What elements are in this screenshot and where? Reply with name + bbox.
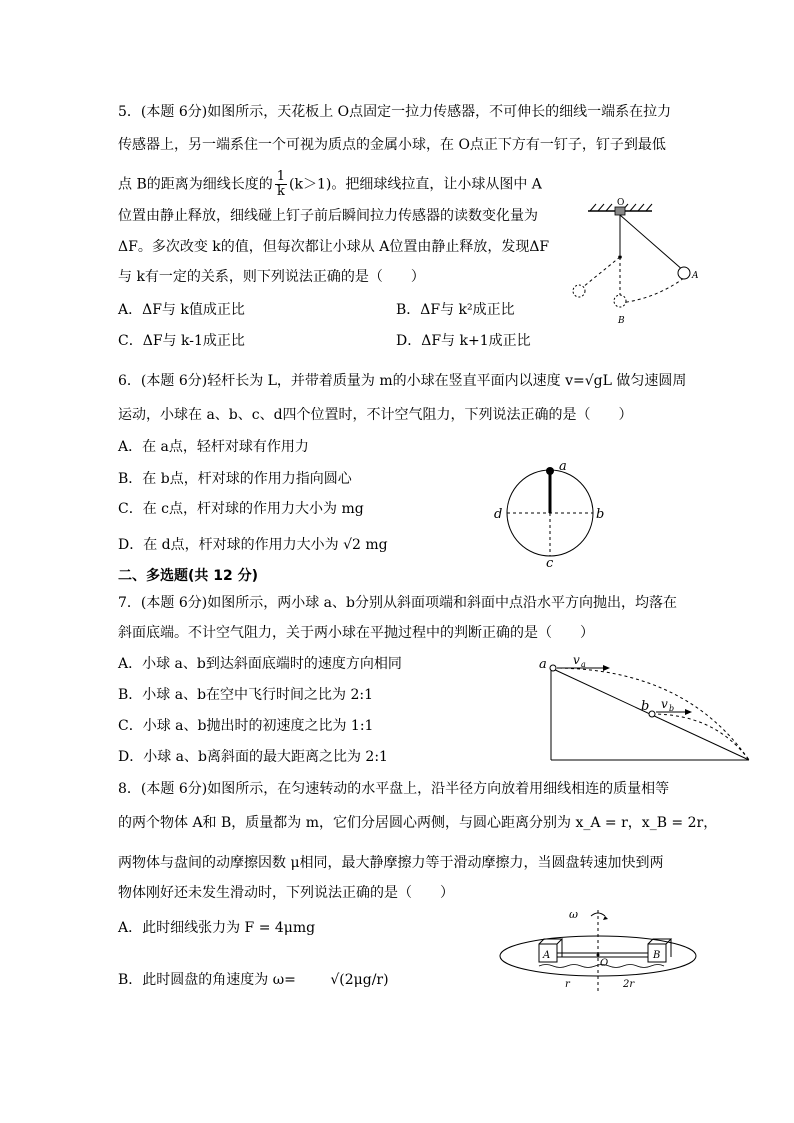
q5-line-2: 传感器上，另一端系住一个可视为质点的金属小球，在 O点正下方有一钉子，钉子到最低 bbox=[118, 137, 666, 153]
q8-label-b: B bbox=[653, 950, 661, 961]
q8-label-o: O bbox=[600, 958, 609, 969]
q5-line-6: 与 k有一定的关系，则下列说法正确的是（ ） bbox=[118, 269, 425, 285]
q5-fraction bbox=[275, 170, 287, 199]
q7-option-d[interactable]: D．小球 a、b离斜面的最大距离之比为 2:1 bbox=[118, 749, 388, 765]
q7-label-a: a bbox=[539, 657, 547, 672]
q5-option-c[interactable]: C．ΔF与 k-1成正比 bbox=[118, 333, 245, 349]
q5-option-d[interactable]: D．ΔF与 k+1成正比 bbox=[396, 333, 531, 349]
q8-label-2r: 2r bbox=[623, 979, 635, 990]
q6-option-b[interactable]: B．在 b点，杆对球的作用力指向圆心 bbox=[118, 471, 352, 487]
q7-option-c[interactable]: C．小球 a、b抛出时的初速度之比为 1:1 bbox=[118, 718, 374, 734]
q7-label-vb: v bbox=[661, 697, 668, 711]
q7-label-b: b bbox=[641, 699, 650, 714]
q5-label-o: O bbox=[617, 198, 625, 208]
q8-option-b-text: B．此时圆盘的角速度为 ω= bbox=[118, 972, 296, 988]
q5-line-3-end: (k＞1)。把细球线拉直，让小球从图中 A bbox=[289, 176, 542, 193]
q8-line-2: 的两个物体 A和 B，质量都为 m，它们分居圆心两侧，与圆心距离分别为 x_A = r，x_B = 2r， bbox=[118, 815, 718, 831]
q5-option-b[interactable]: B．ΔF与 k²成正比 bbox=[396, 302, 515, 318]
q5-label-b: B bbox=[618, 316, 625, 326]
q5-label-a: A bbox=[692, 271, 699, 281]
q5-option-a[interactable]: A．ΔF与 k值成正比 bbox=[118, 302, 245, 318]
q5-line-3-start: 点 B的距离为细线长度的 bbox=[118, 176, 273, 193]
q7-incline-figure bbox=[535, 650, 755, 765]
section-2-title: 二、多选题(共 12 分) bbox=[118, 568, 259, 584]
q6-option-d[interactable]: D．在 d点，杆对球的作用力大小为 √2 mg bbox=[118, 537, 388, 553]
q7-label-va: v bbox=[573, 653, 580, 667]
q6-label-c: c bbox=[546, 556, 554, 570]
q7-option-a[interactable]: A．小球 a、b到达斜面底端时的速度方向相同 bbox=[118, 656, 402, 672]
q6-label-d: d bbox=[494, 507, 503, 522]
q5-line-5: ΔF。多次改变 k的值，但每次都让小球从 A位置由静止释放，发现ΔF bbox=[118, 239, 550, 255]
q5-line-1: 5．(本题 6分)如图所示，天花板上 O点固定一拉力传感器，不可伸长的细线一端系在拉力 bbox=[118, 104, 672, 120]
q5-frac-den: k bbox=[276, 184, 285, 199]
q5-line-4: 位置由静止释放，细线碰上钉子前后瞬间拉力传感器的读数变化量为 bbox=[118, 208, 538, 224]
q8-line-3: 两物体与盘间的动摩擦因数 μ相同，最大静摩擦力等于滑动摩擦力，当圆盘转速加快到两 bbox=[118, 855, 664, 871]
q7-label-vb-sub: b bbox=[669, 704, 675, 713]
q6-label-b: b bbox=[596, 507, 605, 522]
q6-line-2: 运动，小球在 a、b、c、d四个位置时，不计空气阻力，下列说法正确的是（ ） bbox=[118, 407, 633, 423]
q8-option-b[interactable] bbox=[118, 970, 389, 990]
q7-option-b[interactable]: B．小球 a、b在空中飞行时间之比为 2:1 bbox=[118, 687, 374, 703]
q5-pendulum-figure bbox=[560, 195, 710, 330]
q6-circle-figure bbox=[490, 455, 615, 570]
q8-option-a[interactable]: A．此时细线张力为 F = 4μmg bbox=[118, 920, 316, 936]
q8-label-a: A bbox=[543, 950, 551, 961]
q6-label-a: a bbox=[559, 459, 567, 474]
q6-line-1: 6．(本题 6分)轻杆长为 L，并带着质量为 m的小球在竖直平面内以速度 v=√gL 做匀速圆周 bbox=[118, 373, 687, 389]
q6-option-c[interactable]: C．在 c点，杆对球的作用力大小为 mg bbox=[118, 501, 364, 517]
q7-line-1: 7．(本题 6分)如图所示，两小球 a、b分别从斜面项端和斜面中点沿水平方向抛出，均落在 bbox=[118, 595, 677, 611]
q8-label-r: r bbox=[565, 979, 570, 990]
q5-line-3 bbox=[118, 170, 542, 199]
q8-line-1: 8．(本题 6分)如图所示，在匀速转动的水平盘上，沿半径方向放着用细线相连的质量相等 bbox=[118, 781, 670, 797]
q5-frac-num: 1 bbox=[276, 169, 286, 184]
q7-label-va-sub: a bbox=[581, 660, 586, 669]
q8-option-b-formula: √(2μg/r) bbox=[330, 972, 389, 988]
q6-option-a[interactable]: A．在 a点，轻杆对球有作用力 bbox=[118, 439, 309, 455]
q8-disc-figure bbox=[495, 900, 705, 995]
q8-line-4: 物体刚好还未发生滑动时，下列说法正确的是（ ） bbox=[118, 885, 454, 901]
q7-line-2: 斜面底端。不计空气阻力，关于两小球在平抛过程中的判断正确的是（ ） bbox=[118, 625, 594, 641]
q8-label-omega: ω bbox=[569, 908, 578, 921]
